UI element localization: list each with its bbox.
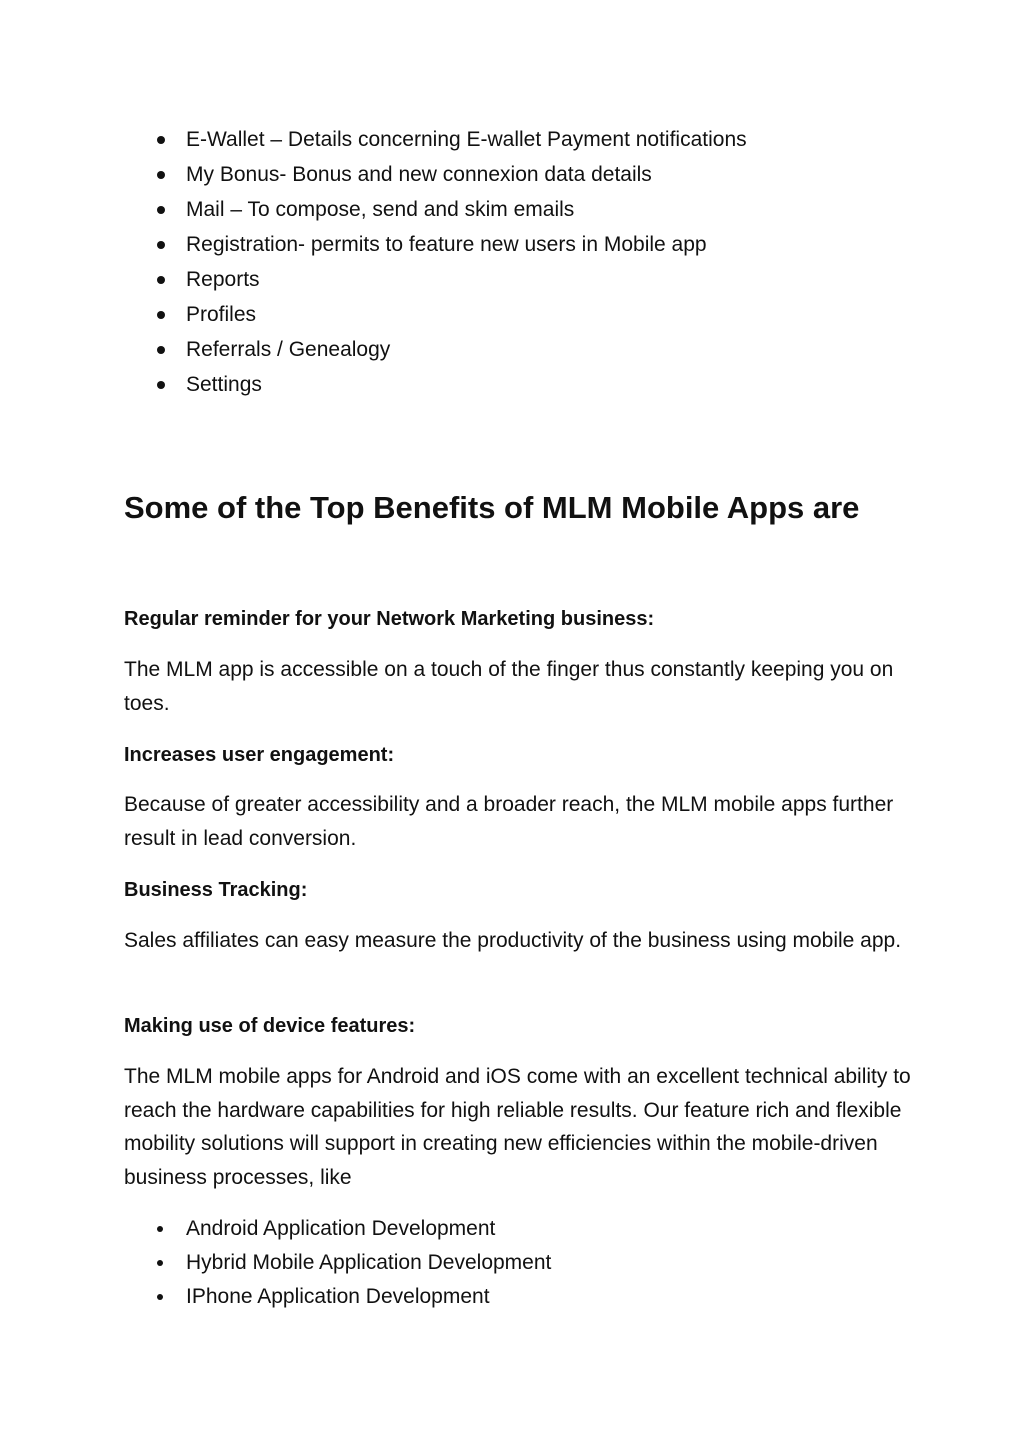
list-item: [124, 122, 747, 157]
bullet-icon: [157, 241, 165, 249]
bullet-icon: [157, 346, 165, 354]
benefit-body-device-features: The MLM mobile apps for Android and iOS come with an excellent technical ability to reach the hardware capabilities for high reliable results. Our feature rich and flexible mobility solutions will support in creating new efficiencies within the mobile-driven business processes, like: [124, 1065, 911, 1189]
benefit-title-reminder: Regular reminder for your Network Marketing business:: [124, 608, 655, 630]
list-item: [124, 227, 747, 262]
list-item: [124, 367, 747, 402]
list-item: [124, 297, 747, 332]
list-item-text: Settings: [186, 373, 262, 396]
bullet-icon: [157, 206, 165, 214]
benefit-body-tracking: Sales affiliates can easy measure the productivity of the business using mobile app.: [124, 929, 902, 952]
bullet-icon: [157, 311, 165, 319]
benefit-title-device-features: Making use of device features:: [124, 1015, 416, 1037]
list-item-text: Reports: [186, 268, 260, 291]
list-item: [124, 262, 747, 297]
list-item: [124, 157, 747, 192]
bullet-icon: [157, 1294, 163, 1300]
list-item: [124, 1246, 551, 1280]
section-heading: Some of the Top Benefits of MLM Mobile Apps are: [124, 490, 860, 525]
bullet-icon: [157, 136, 165, 144]
list-item-text: IPhone Application Development: [186, 1285, 490, 1308]
list-item: [124, 332, 747, 367]
list-item-text: Hybrid Mobile Application Development: [186, 1251, 552, 1274]
list-item-text: E-Wallet – Details concerning E-wallet Payment notifications: [186, 128, 747, 151]
bullet-icon: [157, 276, 165, 284]
benefit-title-engagement: Increases user engagement:: [124, 744, 395, 766]
services-list: [124, 1212, 551, 1314]
list-item-text: Android Application Development: [186, 1217, 496, 1240]
benefit-body-reminder: The MLM app is accessible on a touch of the finger thus constantly keeping you on toes.: [124, 658, 894, 715]
list-item-text: Referrals / Genealogy: [186, 338, 391, 361]
bullet-icon: [157, 1226, 163, 1232]
bullet-icon: [157, 171, 165, 179]
benefit-title-tracking: Business Tracking:: [124, 879, 308, 901]
list-item: [124, 1212, 551, 1246]
bullet-icon: [157, 1260, 163, 1266]
list-item-text: Registration- permits to feature new users in Mobile app: [186, 233, 707, 256]
list-item: [124, 1280, 551, 1314]
benefit-body-engagement: Because of greater accessibility and a broader reach, the MLM mobile apps further result in lead conversion.: [124, 793, 894, 850]
bullet-icon: [157, 381, 165, 389]
list-item-text: Mail – To compose, send and skim emails: [186, 198, 575, 221]
list-item: [124, 192, 747, 227]
features-list: [124, 122, 747, 402]
list-item-text: Profiles: [186, 303, 257, 326]
list-item-text: My Bonus- Bonus and new connexion data details: [186, 163, 652, 186]
